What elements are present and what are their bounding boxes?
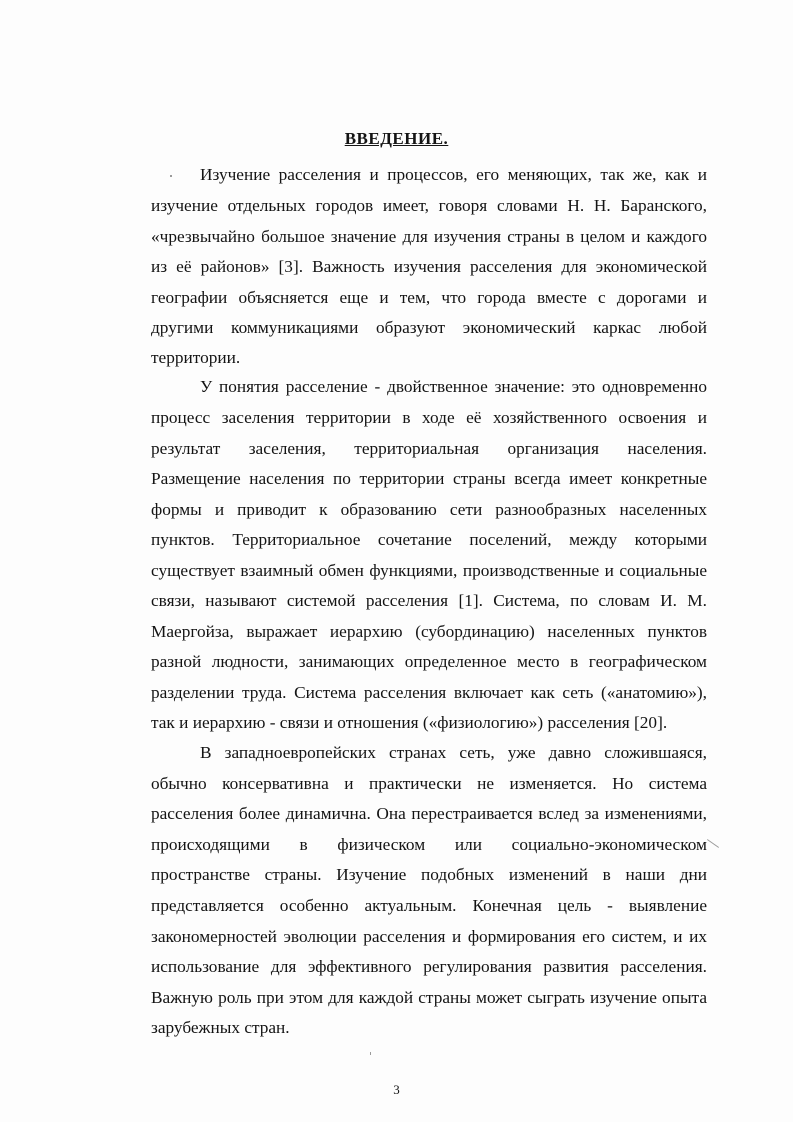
text-line: «чрезвычайно большое значение для изучения страны в целом и каждого — [151, 227, 707, 246]
text-line: происходящими в физическом или социально-экономическом — [151, 835, 707, 854]
text-line: Размещение населения по территории страны всегда имеет конкретные — [151, 469, 707, 488]
text-line: из её районов» [3]. Важность изучения расселения для экономической — [151, 257, 707, 276]
text-line: расселения более динамична. Она перестраивается вслед за изменениями, — [151, 804, 707, 823]
text-line: У понятия расселение - двойственное значение: это одновременно — [200, 377, 707, 396]
text-line: разной людности, занимающих определенное место в географическом — [151, 652, 707, 671]
text-line: географии объясняется еще и тем, что города вместе с дорогами и — [151, 288, 707, 307]
text-line: использование для эффективного регулирования развития расселения. — [151, 957, 707, 976]
text-line: территории. — [151, 348, 241, 367]
text-line: пространстве страны. Изучение подобных изменений в наши дни — [151, 865, 707, 884]
scan-speck — [707, 839, 719, 848]
text-line: Изучение расселения и процессов, его меняющих, так же, как и — [200, 165, 707, 184]
scan-speck — [370, 1052, 371, 1055]
text-line: разделении труда. Система расселения включает как сеть («анатомию»), — [151, 683, 707, 702]
text-line: формы и приводит к образованию сети разнообразных населенных — [151, 500, 707, 519]
text-line: пунктов. Территориальное сочетание поселений, между которыми — [151, 530, 707, 549]
text-line: В западноевропейских странах сеть, уже давно сложившаяся, — [200, 743, 707, 762]
text-line: результат заселения, территориальная организация населения. — [151, 439, 707, 458]
page-number: 3 — [393, 1082, 400, 1097]
text-line: так и иерархию - связи и отношения («физиологию») расселения [20]. — [151, 713, 668, 732]
text-line: Маергойза, выражает иерархию (субординацию) населенных пунктов — [151, 622, 707, 641]
text-line: изучение отдельных городов имеет, говоря словами Н. Н. Баранского, — [151, 196, 707, 215]
text-line: представляется особенно актуальным. Конечная цель - выявление — [151, 896, 707, 915]
page-title: ВВЕДЕНИЕ. — [344, 129, 449, 148]
text-line: процесс заселения территории в ходе её хозяйственного освоения и — [151, 408, 707, 427]
text-line: другими коммуникациями образуют экономический каркас любой — [151, 318, 707, 337]
text-line: закономерностей эволюции расселения и формирования его систем, и их — [151, 927, 707, 946]
text-line: зарубежных стран. — [151, 1018, 290, 1037]
text-line: связи, называют системой расселения [1]. Система, по словам И. М. — [151, 591, 707, 610]
scan-speck — [170, 175, 172, 177]
text-line: Важную роль при этом для каждой страны может сыграть изучение опыта — [151, 988, 707, 1007]
text-line: обычно консервативна и практически не изменяется. Но система — [151, 774, 707, 793]
text-line: существует взаимный обмен функциями, производственные и социальные — [151, 561, 707, 580]
